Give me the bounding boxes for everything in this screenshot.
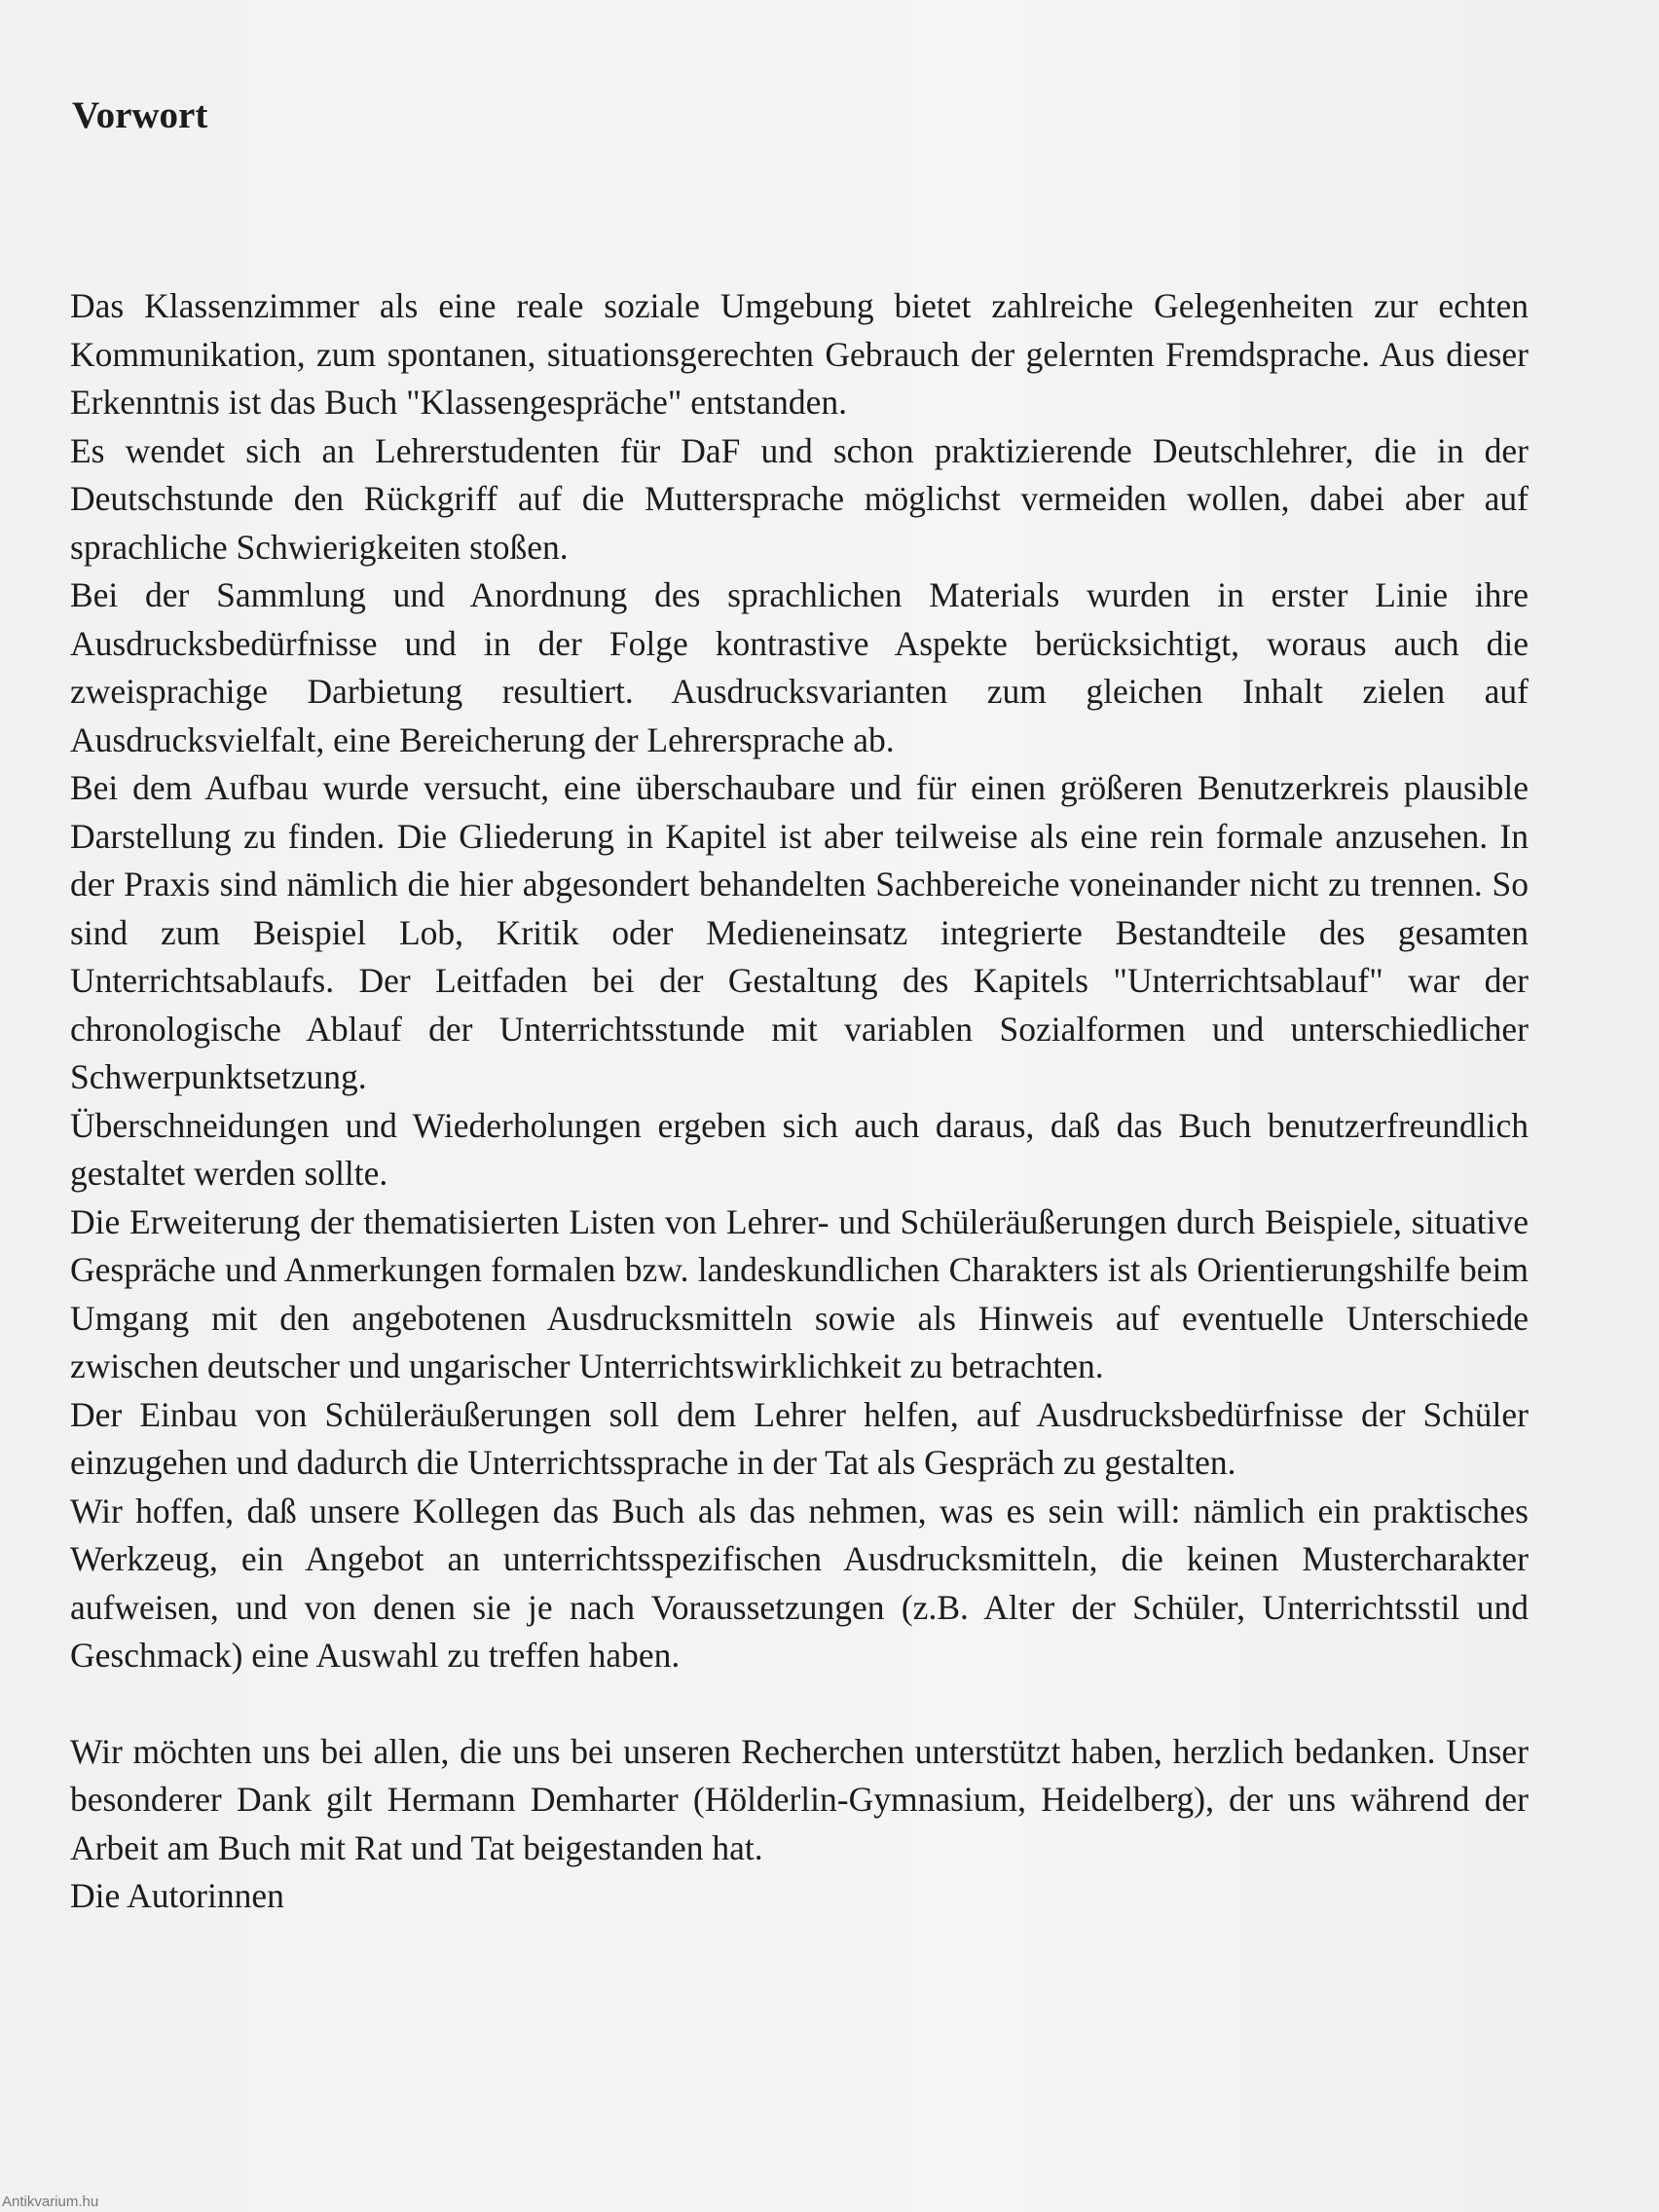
paragraph: Wir hoffen, daß unsere Kollegen das Buch als das nehmen, was es sein will: nämlich ein praktisches Werkzeug, ein Angebot an unterrichtsspezifischen Ausdrucksmitteln, die keinen Mustercharakter aufweisen, und von denen sie je nach Voraussetzungen (z.B. Alter der Schüler, Unterrichtsstil und Geschmack) eine Auswahl zu treffen haben.	[70, 1491, 1529, 1675]
paragraph: Bei dem Aufbau wurde versucht, eine überschaubare und für einen größeren Benutzerkreis plausible Darstellung zu finden. Die Gliederung in Kapitel ist aber teilweise als eine rein formale anzusehen. In der Praxis sind nämlich die hier abgesondert behandelten Sachbereiche voneinander nicht zu trennen. So sind zum Beispiel Lob, Kritik oder Medieneinsatz integrierte Bestandteile des gesamten Unterrichtsablaufs. Der Leitfaden bei der Gestaltung des Kapitels "Unterrichtsablauf" war der chronologische Ablauf der Unterrichtsstunde mit variablen Sozialformen und unterschiedlicher Schwerpunktsetzung.	[70, 768, 1529, 1096]
preface-body	[70, 282, 1529, 1921]
paragraph: Das Klassenzimmer als eine reale soziale Umgebung bietet zahlreiche Gelegenheiten zur echten Kommunikation, zum spontanen, situationsgerechten Gebrauch der gelernten Fremdsprache. Aus dieser Erkenntnis ist das Buch "Klassengespräche" entstanden.	[70, 286, 1529, 422]
paragraph: Es wendet sich an Lehrerstudenten für DaF und schon praktizierende Deutschlehrer, die in der Deutschstunde den Rückgriff auf die Muttersprache möglichst vermeiden wollen, dabei aber auf sprachliche Schwierigkeiten stoßen.	[70, 430, 1529, 567]
paragraph-gap	[70, 1680, 1529, 1728]
paragraph: Der Einbau von Schüleräußerungen soll dem Lehrer helfen, auf Ausdrucksbedürfnisse der Schüler einzugehen und dadurch die Unterrichtssprache in der Tat als Gespräch zu gestalten.	[70, 1394, 1529, 1482]
paragraph: Überschneidungen und Wiederholungen ergeben sich auch daraus, daß das Buch benutzerfreundlich gestaltet werden sollte.	[70, 1105, 1529, 1193]
paragraph: Bei der Sammlung und Anordnung des sprachlichen Materials wurden in erster Linie ihre Ausdrucksbedürfnisse und in der Folge kontrastive Aspekte berücksichtigt, woraus auch die zweisprachige Darbietung resultiert. Ausdrucksvarianten zum gleichen Inhalt zielen auf Ausdrucksvielfalt, eine Bereicherung der Lehrersprache ab.	[70, 575, 1529, 759]
signature: Die Autorinnen	[70, 1876, 284, 1915]
page-title: Vorwort	[72, 94, 208, 136]
paragraph: Die Erweiterung der thematisierten Listen von Lehrer- und Schüleräußerungen durch Beispiele, situative Gespräche und Anmerkungen formalen bzw. landeskundlichen Charakters ist als Orientierungshilfe beim Umgang mit den angebotenen Ausdrucksmitteln sowie als Hinweis auf eventuelle Unterschiede zwischen deutscher und ungarischer Unterrichtswirklichkeit zu betrachten.	[70, 1201, 1529, 1385]
acknowledgement-paragraph: Wir möchten uns bei allen, die uns bei unseren Recherchen unterstützt haben, herzlich bedanken. Unser besonderer Dank gilt Hermann Demharter (Hölderlin-Gymnasium, Heidelberg), der uns während der Arbeit am Buch mit Rat und Tat beigestanden hat.	[70, 1731, 1529, 1867]
watermark-stamp: Antikvarium.hu	[2, 2194, 99, 2210]
